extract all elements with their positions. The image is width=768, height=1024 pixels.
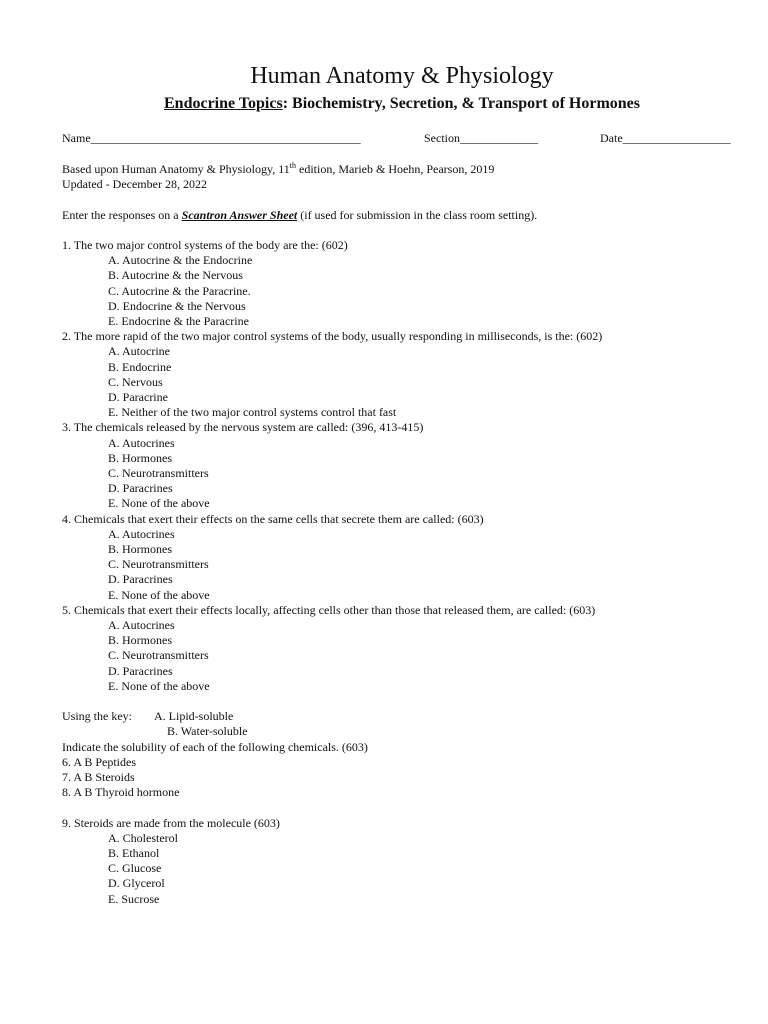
page-subtitle xyxy=(62,94,742,114)
answer-option: A. Autocrines xyxy=(108,526,175,541)
date-field: Date__________________ xyxy=(600,131,731,145)
updated-line: Updated - December 28, 2022 xyxy=(62,177,207,192)
answer-option: B. Hormones xyxy=(108,542,172,557)
answer-option: D. Glycerol xyxy=(108,876,165,891)
question-stem: 4. Chemicals that exert their effects on the same cells that secrete them are called: (603) xyxy=(62,511,484,526)
question-stem: 2. The more rapid of the two major control systems of the body, usually responding in milliseconds, is the: (602) xyxy=(62,329,603,344)
solubility-key-section xyxy=(62,709,740,800)
question-3 xyxy=(62,420,740,511)
name-field: Name_____________________________________________ xyxy=(62,131,361,145)
key-item: 6. A B Peptides xyxy=(62,754,137,769)
answer-option: A. Autocrines xyxy=(108,435,175,450)
key-b: B. Water-soluble xyxy=(167,724,248,739)
superscript: th xyxy=(289,161,297,170)
answer-option: B. Hormones xyxy=(108,633,172,648)
question-4 xyxy=(62,512,740,603)
question-5 xyxy=(62,603,740,694)
question-2 xyxy=(62,329,740,420)
answer-option: A. Cholesterol xyxy=(108,830,178,845)
key-line-a xyxy=(62,709,740,724)
answer-option: E. None of the above xyxy=(108,678,210,693)
question-stem: 3. The chemicals released by the nervous system are called: (396, 413-415) xyxy=(62,420,424,435)
answer-option: C. Autocrine & the Paracrine. xyxy=(108,283,251,298)
answer-option: B. Ethanol xyxy=(108,846,160,861)
key-instruction: Indicate the solubility of each of the following chemicals. (603) xyxy=(62,739,368,754)
answer-option: A. Autocrine xyxy=(108,344,170,359)
answer-option: B. Autocrine & the Nervous xyxy=(108,268,243,283)
key-label: Using the key: xyxy=(62,709,132,724)
key-item: 8. A B Thyroid hormone xyxy=(62,785,180,800)
answer-option: E. Neither of the two major control systems control that fast xyxy=(108,405,397,420)
answer-option: A. Autocrine & the Endocrine xyxy=(108,253,253,268)
answer-option: C. Neurotransmitters xyxy=(108,557,209,572)
question-1 xyxy=(62,238,740,329)
source-line: Based upon Human Anatomy & Physiology, 11th edition, Marieb & Hoehn, Pearson, 2019 xyxy=(62,161,495,176)
question-9 xyxy=(62,816,740,907)
answer-option: B. Hormones xyxy=(108,450,172,465)
answer-option: D. Paracrines xyxy=(108,481,173,496)
subtitle-topic: Endocrine Topics xyxy=(164,95,283,112)
answer-option: E. Endocrine & the Paracrine xyxy=(108,314,249,328)
answer-option: D. Paracrines xyxy=(108,572,173,587)
subtitle-rest: : Biochemistry, Secretion, & Transport of Hormones xyxy=(282,95,640,112)
answer-option: C. Glucose xyxy=(108,861,162,876)
instructions: Enter the responses on a Scantron Answer Sheet (if used for submission in the class room setting). xyxy=(62,207,538,222)
scantron-emphasis: Scantron Answer Sheet xyxy=(181,207,298,222)
answer-option: C. Neurotransmitters xyxy=(108,466,209,481)
answer-option: C. Neurotransmitters xyxy=(108,648,209,663)
key-a: A. Lipid-soluble xyxy=(154,709,234,724)
answer-option: A. Autocrines xyxy=(108,618,175,633)
answer-option: D. Paracrines xyxy=(108,663,173,678)
student-fields xyxy=(62,130,742,146)
answer-option: D. Paracrine xyxy=(108,390,168,405)
page-title: Human Anatomy & Physiology xyxy=(250,63,554,89)
question-stem: 9. Steroids are made from the molecule (603) xyxy=(62,815,280,830)
answer-option: C. Nervous xyxy=(108,374,163,389)
question-stem: 1. The two major control systems of the body are the: (602) xyxy=(62,237,348,252)
key-item: 7. A B Steroids xyxy=(62,770,135,785)
answer-option: D. Endocrine & the Nervous xyxy=(108,298,246,313)
answer-option: E. Sucrose xyxy=(108,891,160,906)
question-stem: 5. Chemicals that exert their effects locally, affecting cells other than those that released them, are called: (603) xyxy=(62,602,596,617)
section-field: Section_____________ xyxy=(424,131,538,145)
answer-option: E. None of the above xyxy=(108,587,210,602)
answer-option: B. Endocrine xyxy=(108,359,172,374)
answer-option: E. None of the above xyxy=(108,496,210,511)
